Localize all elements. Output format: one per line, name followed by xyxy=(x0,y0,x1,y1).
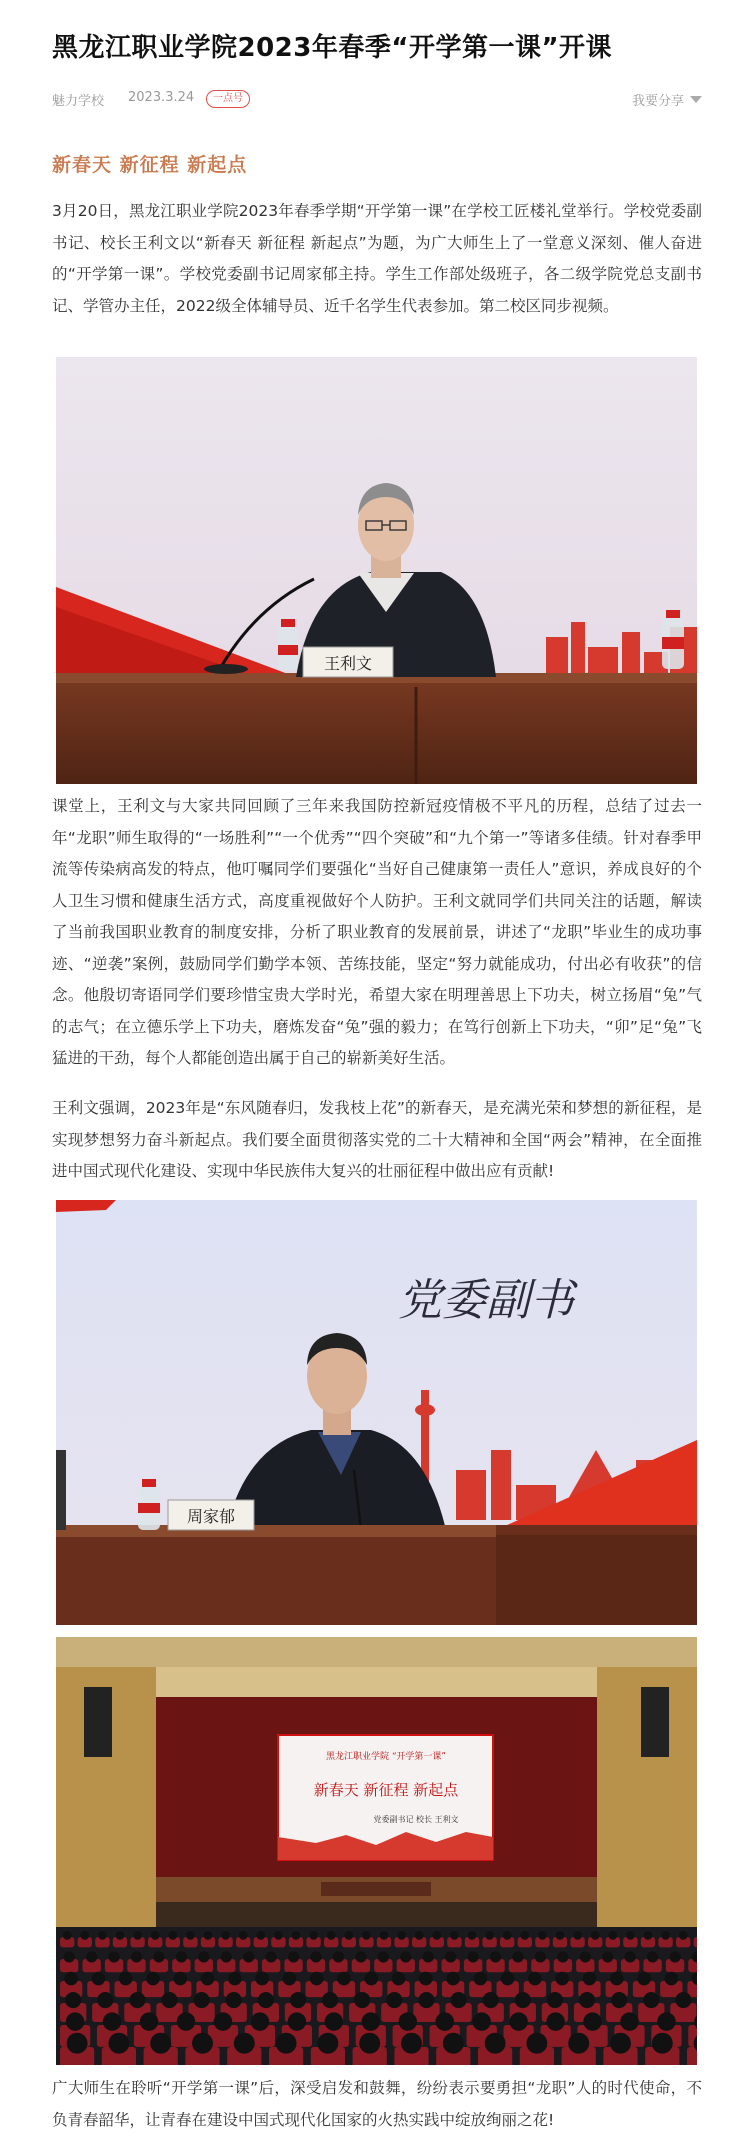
share-label: 我要分享 xyxy=(631,94,684,109)
nameplate-text: 周家郁 xyxy=(186,1507,236,1526)
photo-speaker-wang xyxy=(56,357,697,784)
publish-date: 2023.3.24 xyxy=(128,90,195,105)
paragraph-2: 课堂上，王利文与大家共同回顾了三年来我国防控新冠疫情极不平凡的历程，总结了过去一年“龙职”师生取得的“一场胜利”“一个优秀”“四个突破”和“九个第一”等诸多佳绩。针对春季甲流等传染病高发的特点，他叮嘱同学们要强化“当好自己健康第一责任人”意识，养成良好的个人卫生习惯和健康生活方式，高度重视做好个人防护。王利文就同学们共同关注的话题，解读了当前我国职业教育的制度安排，分析了职业教育的发展前景，讲述了“龙职”毕业生的成功事迹、“逆袭”案例，鼓励同学们勤学本领、苦练技能，坚定“努力就能成功，付出必有收获”的信念。他殷切寄语同学们要珍惜宝贵大学时光，希望大家在明理善思上下功夫，树立扬眉“兔”气的志气；在立德乐学上下功夫，磨炼发奋“兔”强的毅力；在笃行创新上下功夫，“卯”足“兔”飞猛进的干劲，每个人都能创造出属于自己的崭新美好生活。 xyxy=(52,797,702,1067)
chevron-down-icon xyxy=(690,96,702,103)
screen-title: 新春天 新征程 新起点 xyxy=(313,1781,459,1799)
paragraph-1: 3月20日，黑龙江职业学院2023年春季学期“开学第一课”在学校工匠楼礼堂举行。学校党委副书记、校长王利文以“新春天 新征程 新起点”为题，为广大师生上了一堂意义深刻、催人奋进的“开学第一课”。学校党委副书记周家郁主持。学生工作部处级班子，各二级学院党总支副书记、学管办主任，2022级全体辅导员、近千名学生代表参加。第二校区同步视频。 xyxy=(52,202,702,315)
screen-header: 黑龙江职业学院 “开学第一课” xyxy=(325,1752,447,1762)
article-subtitle: 新春天 新征程 新起点 xyxy=(52,154,248,176)
article-title: 黑龙江职业学院2023年春季“开学第一课”开课 xyxy=(52,33,613,63)
paragraph-3: 王利文强调，2023年是“东风随春归，发我枝上花”的新春天，是充满光荣和梦想的新征程，是实现梦想努力奋斗新起点。我们要全面贯彻落实党的二十大精神和全国“两会”精神，在全面推进中国式现代化建设、实现中华民族伟大复兴的壮丽征程中做出应有贡献! xyxy=(52,1099,702,1180)
source-badge: 一点号 xyxy=(206,90,250,108)
screen-speaker: 党委副书记 校长 王利文 xyxy=(373,1815,459,1824)
nameplate-text: 王利文 xyxy=(323,654,373,673)
banner-text: 党委副书 xyxy=(398,1275,574,1326)
paragraph-4: 广大师生在聆听“开学第一课”后，深受启发和鼓舞，纷纷表示要勇担“龙职”人的时代使命，不负青春韶华，让青春在建设中国式现代化国家的火热实践中绽放绚丽之花! xyxy=(52,2079,702,2129)
photo-host-zhou xyxy=(56,1200,697,1625)
source-link[interactable]: 魅力学校 xyxy=(52,94,105,109)
article-meta xyxy=(52,88,702,110)
share-button[interactable] xyxy=(632,90,702,109)
photo-auditorium xyxy=(56,1637,697,2065)
